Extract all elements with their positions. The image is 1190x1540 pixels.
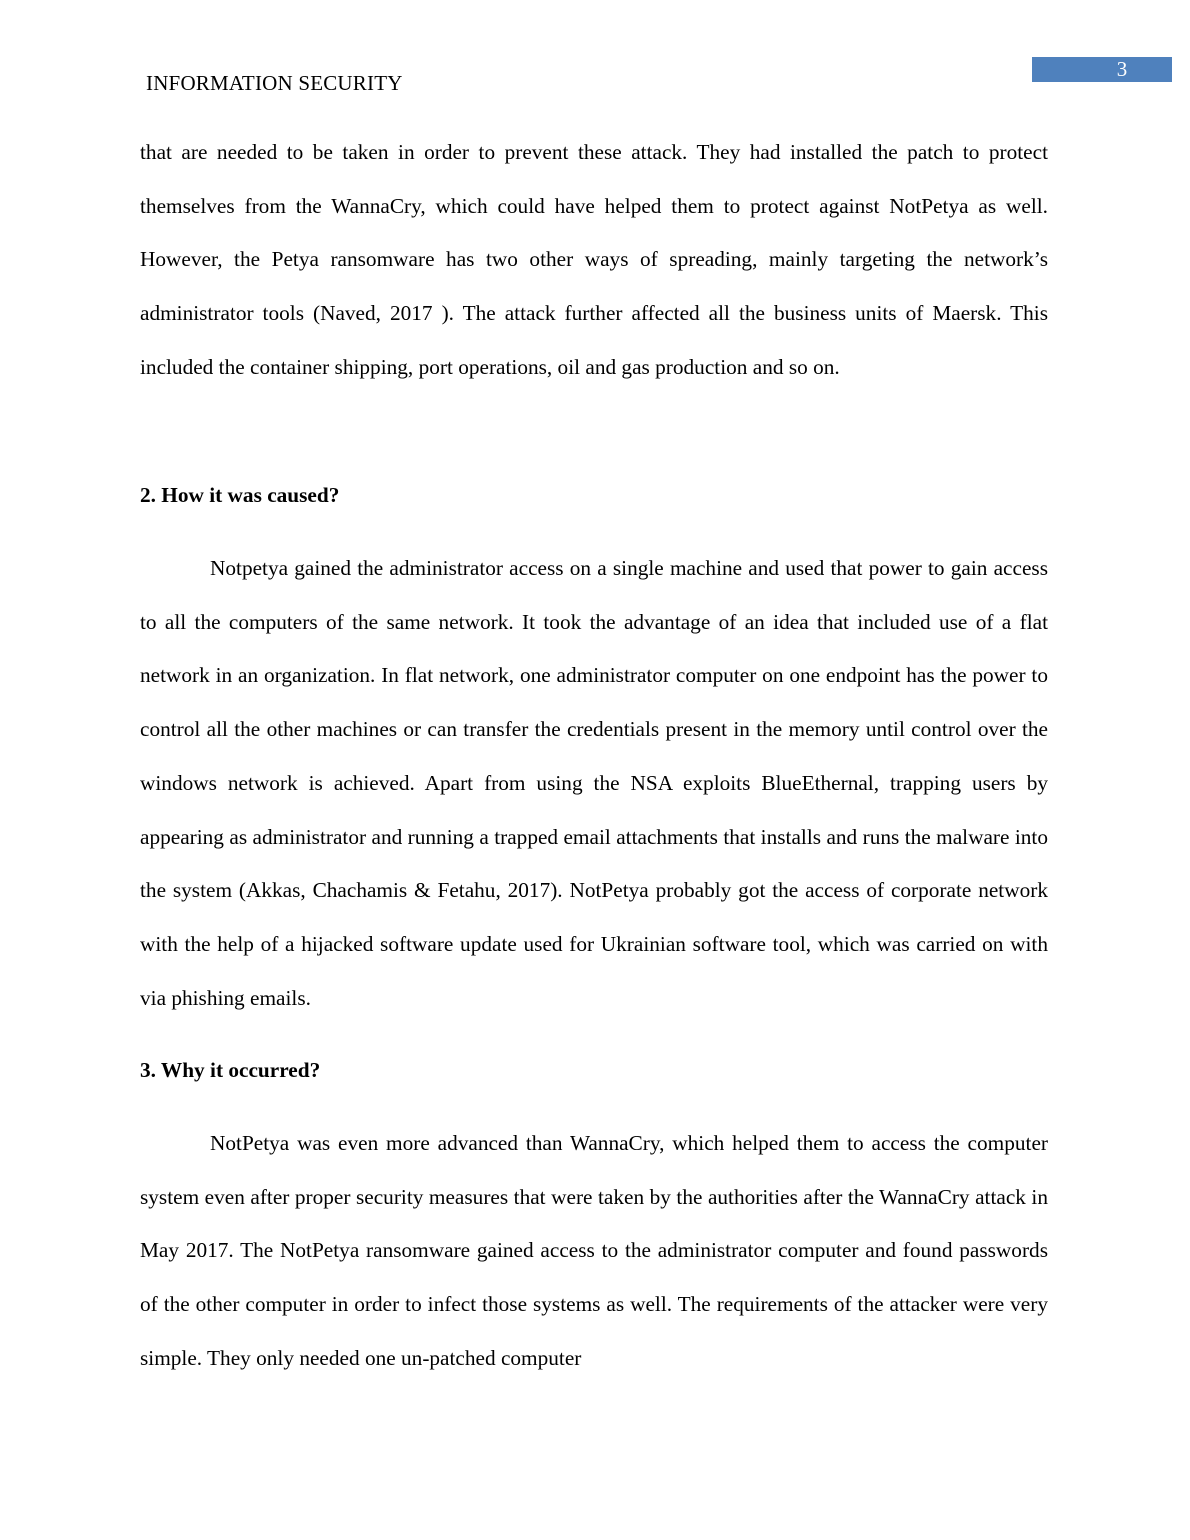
section-heading-why-occurred: 3. Why it occurred? xyxy=(140,1058,321,1082)
running-head: INFORMATION SECURITY xyxy=(146,71,403,95)
section-heading-how-caused: 2. How it was caused? xyxy=(140,483,340,507)
page-number-bar xyxy=(1032,57,1172,82)
body-paragraph-1: that are needed to be taken in order to prevent these attack. They had installed the patch to protect themselves from the WannaCry, which could have helped them to protect against NotPetya as well. However, the Petya ransomware has two other ways of spreading, mainly targeting the network’s administrator tools (Naved, 2017 ). The attack further affected all the business units of Maersk. This included the container shipping, port operations, oil and gas production and so on. xyxy=(140,140,1048,379)
page-number: 3 xyxy=(1116,57,1128,81)
body-paragraph-2: Notpetya gained the administrator access on a single machine and used that power to gain access to all the computers of the same network. It took the advantage of an idea that included use of a flat network in an organization. In flat network, one administrator computer on one endpoint has the power to control all the other machines or can transfer the credentials present in the memory until control over the windows network is achieved. Apart from using the NSA exploits BlueEthernal, trapping users by appearing as administrator and running a trapped email attachments that installs and runs the malware into the system (Akkas, Chachamis & Fetahu, 2017). NotPetya probably got the access of corporate network with the help of a hijacked software update used for Ukrainian software tool, which was carried on with via phishing emails. xyxy=(140,556,1048,1010)
body-paragraph-3: NotPetya was even more advanced than WannaCry, which helped them to access the computer system even after proper security measures that were taken by the authorities after the WannaCry attack in May 2017. The NotPetya ransomware gained access to the administrator computer and found passwords of the other computer in order to infect those systems as well. The requirements of the attacker were very simple. They only needed one un-patched computer xyxy=(140,1131,1048,1370)
